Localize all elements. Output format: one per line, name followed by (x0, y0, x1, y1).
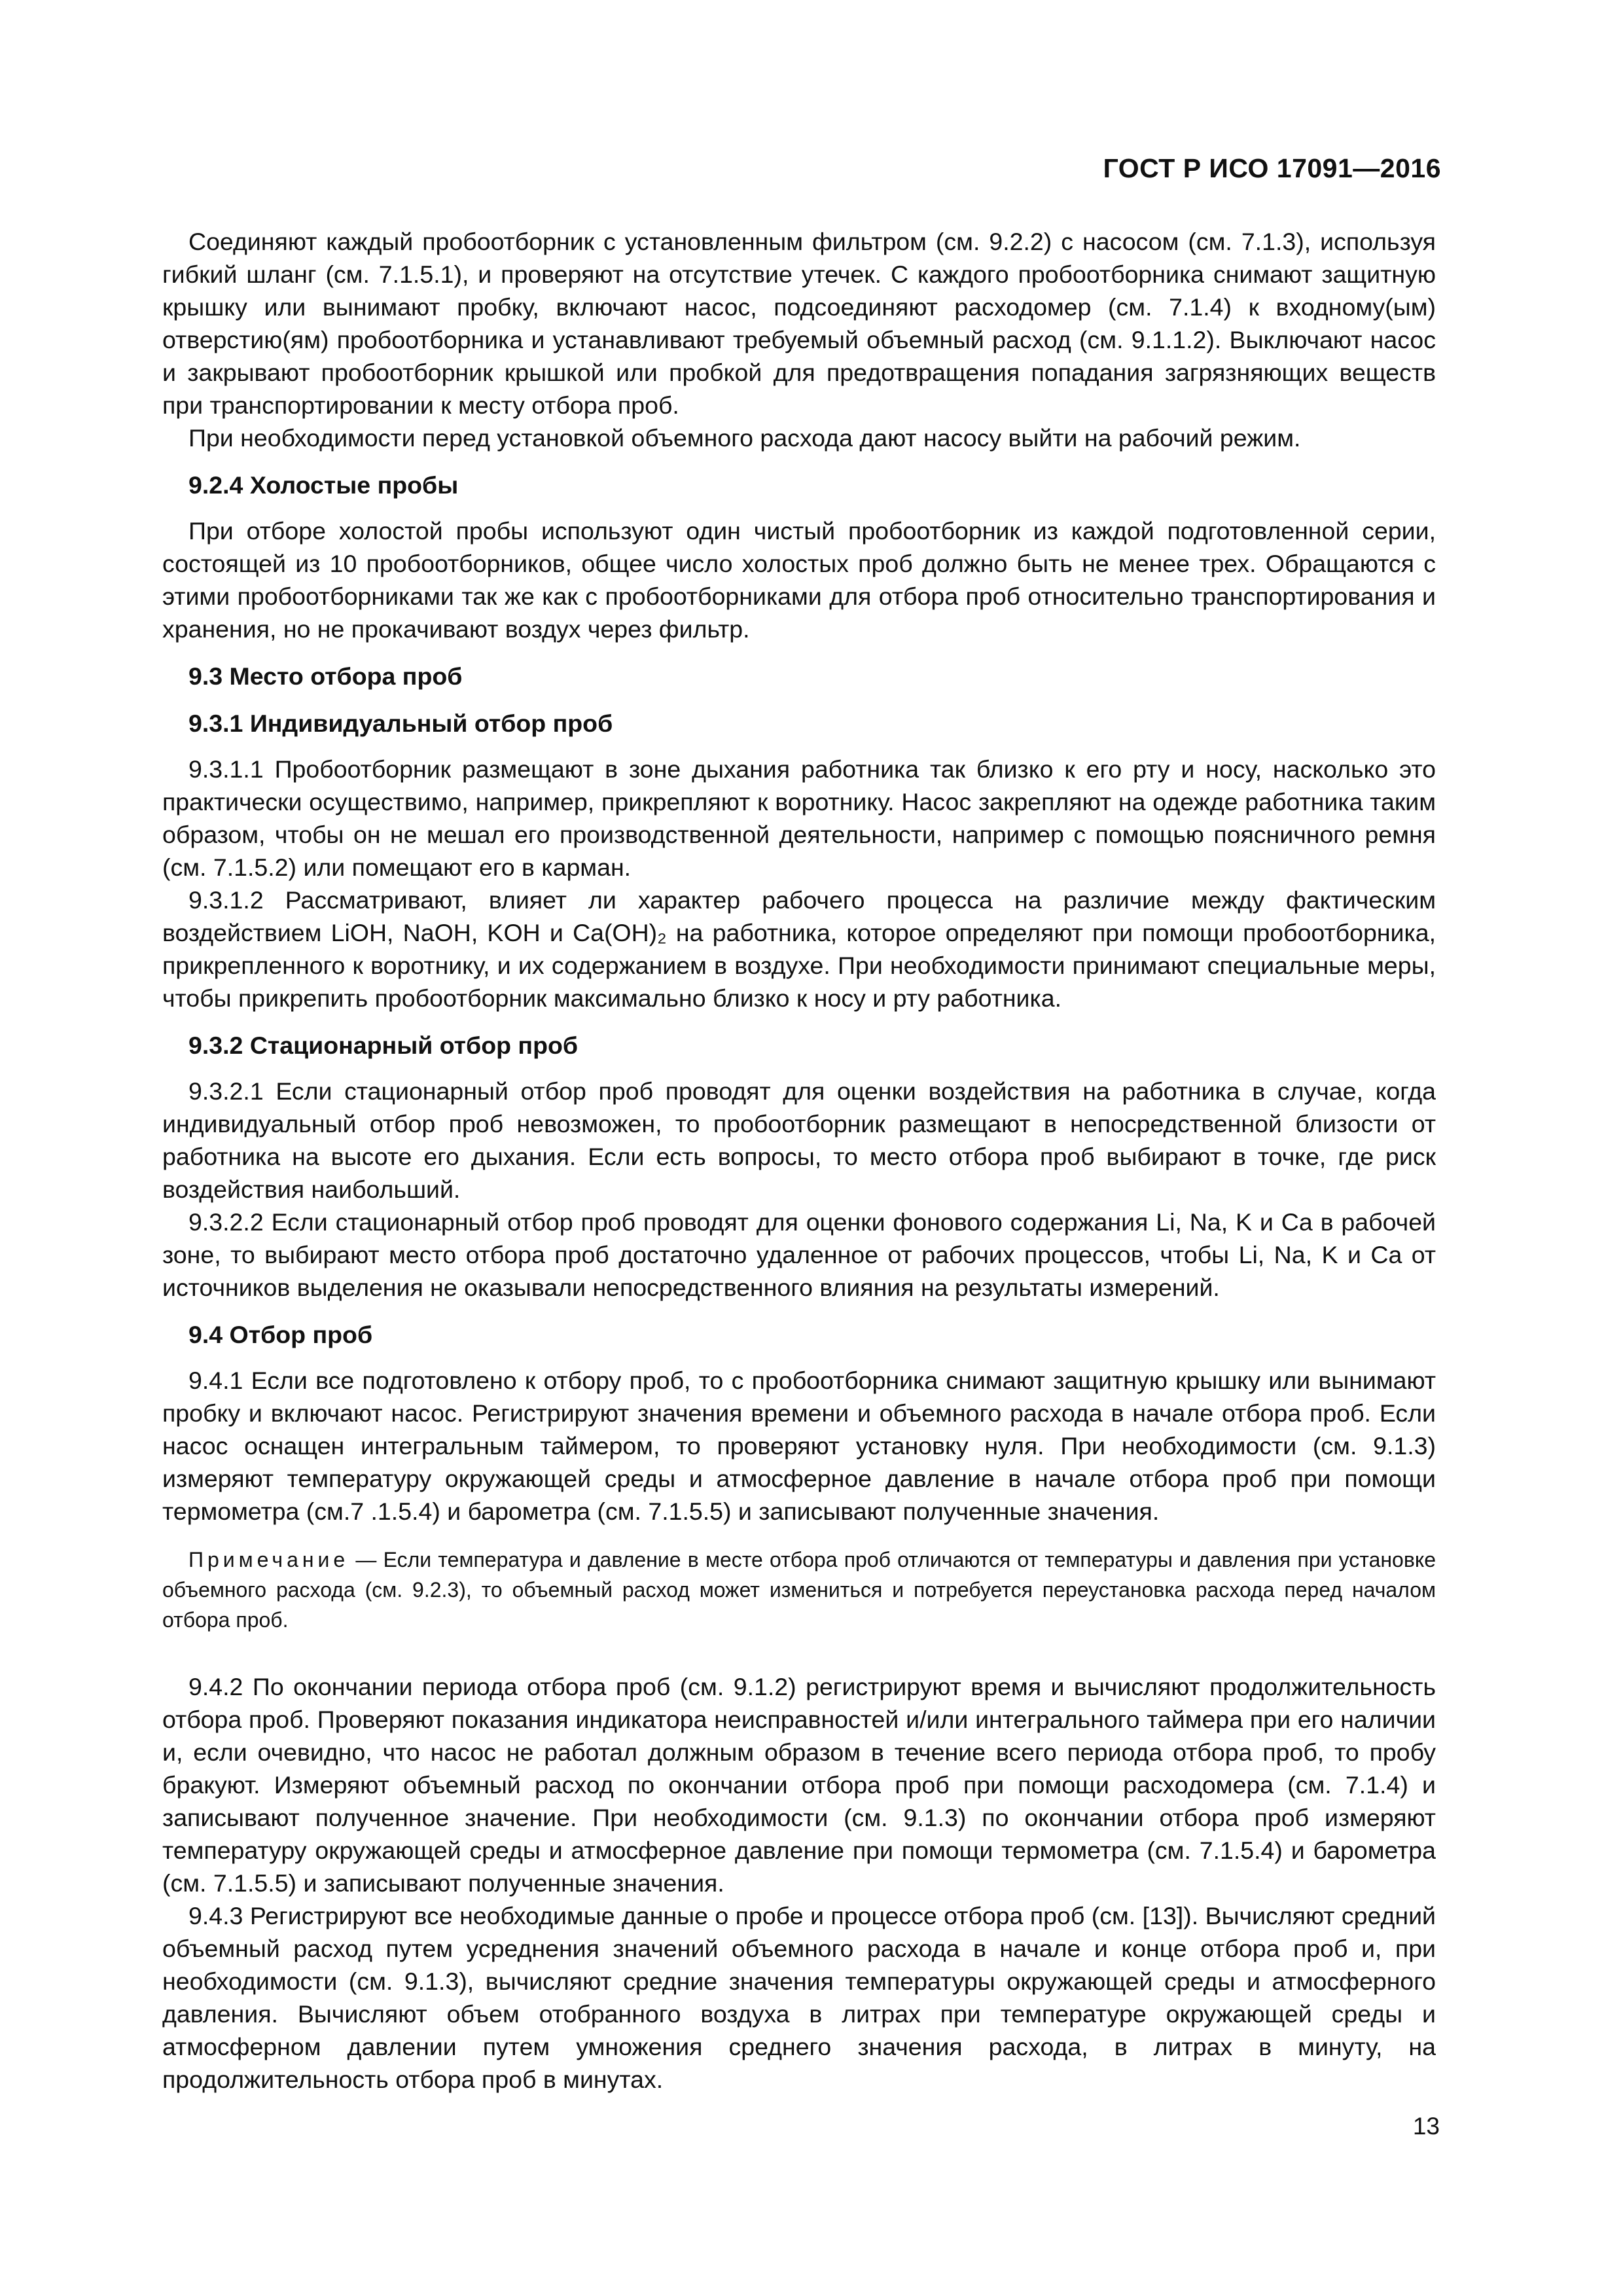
section-heading: 9.3.1 Индивидуальный отбор проб (188, 709, 613, 737)
paragraph: 9.3.2.2 Если стационарный отбор проб проводят для оценки фонового содержания Li, Na, K и Ca в рабочей зоне, то выбирают место отбора проб достаточно удаленное от рабочих процессов, чтобы Li, Na, K и Ca от источников выделения не оказывали непосредственного влияния на результаты измерений. (162, 1208, 1436, 1301)
section-heading: 9.3 Место отбора проб (188, 662, 463, 690)
paragraph: 9.3.1.1 Пробоотборник размещают в зоне дыхания работника так близко к его рту и носу, насколько это практически осуществимо, например, прикрепляют к воротнику. Насос закрепляют на одежде работника таким образом, чтобы он не мешал его производственной деятельности, например с помощью поясничного ремня (см. 7.1.5.2) или помещают его в карман. (162, 755, 1436, 881)
paragraph: 9.3.1.2 Рассматривают, влияет ли характер рабочего процесса на различие между фактическим воздействием LiOH, NaOH, KOH и Ca(OH)₂ на работника, которое определяют при помощи пробоотборника, прикрепленного к воротнику, и их содержанием в воздухе. При необходимости принимают специальные меры, чтобы прикрепить пробоотборник максимально близко к носу и рту работника. (162, 886, 1436, 1012)
paragraph: 9.4.2 По окончании периода отбора проб (см. 9.1.2) регистрируют время и вычисляют продолжительность отбора проб. Проверяют показания индикатора неисправностей и/или интегрального таймера при его наличии и, если очевидно, что насос не работал должным образом в течение всего периода отбора проб, то пробу бракуют. Измеряют объемный расход по окончании отбора проб при помощи расходомера (см. 7.1.4) и записывают полученное значение. При необходимости (см. 9.1.3) по окончании отбора проб измеряют температуру окружающей среды и атмосферное давление при помощи термометра (см. 7.1.5.4) и барометра (см. 7.1.5.5) и записывают полученные значения. (162, 1673, 1436, 1897)
page-number: 13 (1412, 2113, 1440, 2140)
paragraph: Соединяют каждый пробоотборник с установленным фильтром (см. 9.2.2) с насосом (см. 7.1.3), используя гибкий шланг (см. 7.1.5.1), и проверяют на отсутствие утечек. С каждого пробоотборника снимают защитную крышку или вынимают пробку, включают насос, подсоединяют расходомер (см. 7.1.4) к входному(ым) отверстию(ям) пробоотборника и устанавливают требуемый объемный расход (см. 9.1.1.2). Выключают насос и закрывают пробоотборник крышкой или пробкой для предотвращения попадания загрязняющих веществ при транспортировании к месту отбора проб. (162, 228, 1436, 419)
note-label: Примечание (188, 1548, 349, 1571)
paragraph: 9.4.1 Если все подготовлено к отбору проб, то с пробоотборника снимают защитную крышку или вынимают пробку и включают насос. Регистрируют значения времени и объемного расхода в начале отбора проб. Если насос оснащен интегральным таймером, то проверяют установку нуля. При необходимости (см. 9.1.3) измеряют температуру окружающей среды и атмосферное давление в начале отбора проб при помощи термометра (см.7 .1.5.4) и барометра (см. 7.1.5.5) и записывают полученные значения. (162, 1367, 1436, 1525)
note (162, 1545, 1436, 1635)
page-content (162, 225, 1436, 2096)
standard-header: ГОСТ Р ИСО 17091—2016 (1103, 153, 1441, 183)
paragraph: 9.3.2.1 Если стационарный отбор проб проводят для оценки воздействия на работника в случае, когда индивидуальный отбор проб невозможен, то пробоотборник размещают в непосредственной близости от работника на высоте его дыхания. Если есть вопросы, то место отбора проб выбирают в точке, где риск воздействия наибольший. (162, 1077, 1436, 1203)
section-heading: 9.2.4 Холостые пробы (188, 471, 459, 499)
note-text: — Если температура и давление в месте отбора проб отличаются от температуры и давления при установке объемного расхода (см. 9.2.3), то объемный расход может измениться и потребуется переустановка расхода перед началом отбора проб. (162, 1548, 1436, 1632)
section-heading: 9.4 Отбор проб (188, 1321, 373, 1348)
paragraph: При необходимости перед установкой объемного расхода дают насосу выйти на рабочий режим. (188, 424, 1301, 452)
section-heading: 9.3.2 Стационарный отбор проб (188, 1031, 579, 1059)
paragraph: 9.4.3 Регистрируют все необходимые данные о пробе и процессе отбора проб (см. [13]). Вычисляют средний объемный расход путем усреднения значений объемного расхода в начале и конце отбора проб и, при необходимости (см. 9.1.3), вычисляют средние значения температуры окружающей среды и атмосферного давления. Вычисляют объем отобранного воздуха в литрах при температуре окружающей среды и атмосферном давлении путем умножения среднего значения расхода, в литрах в минуту, на продолжительность отбора проб в минутах. (162, 1902, 1436, 2093)
paragraph: При отборе холостой пробы используют один чистый пробоотборник из каждой подготовленной серии, состоящей из 10 пробоотборников, общее число холостых проб должно быть не менее трех. Обращаются с этими пробоотборниками так же как с пробоотборниками для отбора проб относительно транспортирования и хранения, но не прокачивают воздух через фильтр. (162, 517, 1436, 643)
